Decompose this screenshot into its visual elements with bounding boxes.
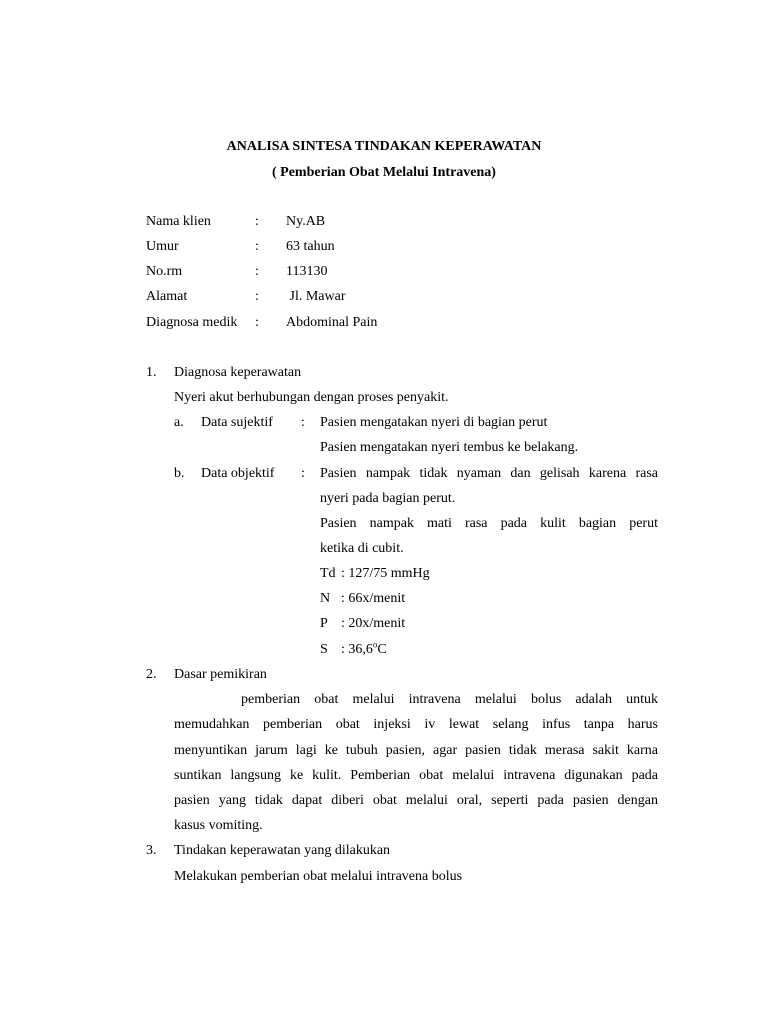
identity-colon: : (255, 239, 259, 254)
vital-key: S (320, 642, 328, 657)
section-number: 2. (146, 667, 157, 682)
identity-colon: : (255, 264, 259, 279)
identity-colon: : (255, 315, 259, 330)
vital-value: : 127/75 mmHg (341, 566, 430, 581)
list-letter: b. (174, 466, 185, 481)
identity-value: 113130 (286, 264, 328, 279)
vital-value: : 36,6 (341, 642, 373, 657)
objective-data-label: Data objektif (201, 466, 275, 481)
identity-label: No.rm (146, 264, 183, 279)
list-letter: a. (174, 415, 184, 430)
section-heading: Dasar pemikiran (174, 667, 267, 682)
nursing-diagnosis-statement: Nyeri akut berhubungan dengan proses penyakit. (174, 390, 449, 405)
vital-key: Td (320, 566, 336, 581)
document-title: ANALISA SINTESA TINDAKAN KEPERAWATAN (226, 139, 542, 154)
section-number: 1. (146, 365, 157, 380)
identity-value: Abdominal Pain (286, 315, 378, 330)
nursing-action-text: Melakukan pemberian obat melalui intravena bolus (174, 869, 463, 884)
vital-value: : 20x/menit (341, 616, 406, 631)
subjective-line: Pasien mengatakan nyeri di bagian perut (320, 415, 548, 430)
objective-line: ketika di cubit. (320, 541, 404, 556)
objective-line: Pasien nampak tidak nyaman dan gelisah karena rasa (320, 466, 658, 481)
vital-unit: C (377, 642, 387, 657)
identity-value: Jl. Mawar (286, 289, 346, 304)
subjective-colon: : (301, 415, 305, 430)
identity-value: Ny.AB (286, 214, 326, 229)
objective-line: Pasien nampak mati rasa pada kulit bagian perut (320, 516, 658, 531)
rationale-line: suntikan langsung ke kulit. Pemberian obat melalui intravena digunakan pada (174, 768, 658, 783)
vital-temperature (341, 641, 387, 659)
objective-line: nyeri pada bagian perut. (320, 491, 456, 506)
degree-mark: o (372, 639, 378, 650)
rationale-line: pasien yang tidak dapat diberi obat melalui oral, seperti pada pasien dengan (174, 793, 658, 808)
section-heading: Diagnosa keperawatan (174, 365, 302, 380)
rationale-line: memudahkan pemberian obat injeksi iv lewat selang infus tanpa harus (174, 717, 658, 732)
vital-key: P (320, 616, 328, 631)
identity-colon: : (255, 289, 259, 304)
identity-colon: : (255, 214, 259, 229)
identity-label: Umur (146, 239, 179, 254)
identity-label: Diagnosa medik (146, 315, 238, 330)
subjective-line: Pasien mengatakan nyeri tembus ke belakang. (320, 440, 579, 455)
rationale-line: menyuntikan jarum lagi ke tubuh pasien, agar pasien tidak merasa sakit karna (174, 743, 658, 758)
vital-key: N (320, 591, 331, 606)
vital-value: : 66x/menit (341, 591, 406, 606)
identity-value: 63 tahun (286, 239, 335, 254)
rationale-line: pemberian obat melalui intravena melalui bolus adalah untuk (241, 692, 658, 707)
identity-label: Alamat (146, 289, 188, 304)
document-subtitle: ( Pemberian Obat Melalui Intravena) (272, 165, 496, 180)
rationale-line: kasus vomiting. (174, 818, 263, 833)
section-heading: Tindakan keperawatan yang dilakukan (174, 843, 391, 858)
subjective-data-label: Data sujektif (201, 415, 273, 430)
identity-label: Nama klien (146, 214, 211, 229)
objective-colon: : (301, 466, 305, 481)
section-number: 3. (146, 843, 157, 858)
